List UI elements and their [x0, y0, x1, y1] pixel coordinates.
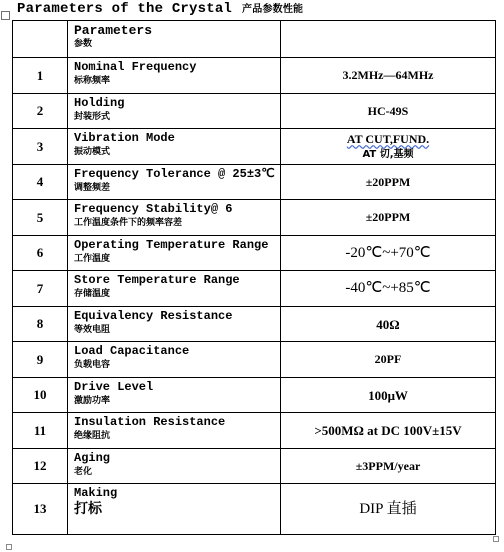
row-param	[68, 271, 281, 307]
row-number: 4	[13, 165, 68, 200]
row-param-en: Frequency Stability@ 6	[74, 202, 233, 216]
row-param-zh: 负载电容	[74, 360, 111, 370]
row-param-zh: 封装形式	[74, 112, 111, 122]
table-row	[13, 378, 496, 413]
row-number: 6	[13, 236, 68, 271]
row-param-en: Vibration Mode	[74, 131, 175, 145]
row-param	[68, 94, 281, 129]
row-value: 40Ω	[281, 307, 496, 342]
row-value: -20℃~+70℃	[281, 236, 496, 271]
row-value: DIP 直插	[281, 484, 496, 535]
row-value: -40℃~+85℃	[281, 271, 496, 307]
page-title	[17, 0, 303, 17]
row-param-zh: 工作温度	[74, 254, 111, 264]
table-row	[13, 342, 496, 378]
page-title-en: Parameters of the Crystal	[17, 1, 233, 17]
row-value: 100μW	[281, 378, 496, 413]
parameters-table	[12, 20, 496, 535]
row-number: 10	[13, 378, 68, 413]
row-value: ±20PPM	[281, 200, 496, 236]
header-label-zh: 参数	[74, 39, 93, 49]
row-param-en: Load Capacitance	[74, 344, 190, 358]
row-param	[68, 165, 281, 200]
row-number: 12	[13, 449, 68, 484]
row-value: >500MΩ at DC 100V±15V	[281, 413, 496, 449]
row-number: 2	[13, 94, 68, 129]
row-param-zh: 激励功率	[74, 396, 111, 406]
row-param-zh: 老化	[74, 467, 93, 477]
table-row	[13, 58, 496, 94]
row-value-main: AT CUT,FUND.	[346, 131, 430, 146]
table-row	[13, 307, 496, 342]
row-number: 7	[13, 271, 68, 307]
row-param-zh: 等效电阻	[74, 325, 111, 335]
row-value: ±20PPM	[281, 165, 496, 200]
row-param-en: Drive Level	[74, 380, 154, 394]
row-number: 8	[13, 307, 68, 342]
row-value	[281, 129, 496, 165]
table-resize-handle-icon[interactable]	[493, 536, 499, 542]
header-param-cell	[68, 21, 281, 58]
row-value: 20PF	[281, 342, 496, 378]
table-row	[13, 129, 496, 165]
row-value-sub: AT 切,基频	[362, 148, 414, 160]
table-row	[13, 449, 496, 484]
table-move-handle-icon[interactable]	[1, 11, 10, 20]
row-param-en: Holding	[74, 96, 125, 110]
row-number: 5	[13, 200, 68, 236]
paragraph-end-mark-icon	[6, 544, 12, 550]
row-param-zh: 调整频差	[74, 183, 111, 193]
table-row	[13, 271, 496, 307]
row-param-zh: 打标	[74, 501, 102, 517]
row-param	[68, 342, 281, 378]
row-value: ±3PPM/year	[281, 449, 496, 484]
row-param	[68, 58, 281, 94]
row-param	[68, 413, 281, 449]
row-param-en: Making	[74, 486, 118, 500]
page-title-zh: 产品参数性能	[242, 4, 304, 15]
row-param-zh: 标称频率	[74, 76, 111, 86]
header-value-cell	[281, 21, 496, 58]
table-row	[13, 484, 496, 535]
table-row	[13, 165, 496, 200]
row-number: 9	[13, 342, 68, 378]
row-param-en: Store Temperature Range	[74, 273, 240, 287]
row-number: 3	[13, 129, 68, 165]
row-param-en: Frequency Tolerance @ 25±3℃	[74, 167, 275, 181]
row-param	[68, 236, 281, 271]
row-value: 3.2MHz—64MHz	[281, 58, 496, 94]
table-row	[13, 200, 496, 236]
table-row	[13, 413, 496, 449]
row-param	[68, 449, 281, 484]
header-label-en: Parameters	[74, 23, 153, 38]
row-param	[68, 378, 281, 413]
row-param	[68, 307, 281, 342]
row-param-en: Nominal Frequency	[74, 60, 197, 74]
row-param	[68, 484, 281, 535]
row-param-zh: 工作温度条件下的频率容差	[74, 218, 183, 228]
header-num-cell	[13, 21, 68, 58]
row-number: 1	[13, 58, 68, 94]
table-row	[13, 236, 496, 271]
table-header-row	[13, 21, 496, 58]
row-param-en: Insulation Resistance	[74, 415, 226, 429]
row-param-en: Equivalency Resistance	[74, 309, 233, 323]
row-param-en: Operating Temperature Range	[74, 238, 269, 252]
table-row	[13, 94, 496, 129]
row-param	[68, 129, 281, 165]
row-param-zh: 绝缘阻抗	[74, 431, 111, 441]
row-param-zh: 振动模式	[74, 147, 111, 157]
row-param-zh: 存储温度	[74, 289, 111, 299]
row-number: 11	[13, 413, 68, 449]
row-param-en: Aging	[74, 451, 111, 465]
row-param	[68, 200, 281, 236]
row-value: HC-49S	[281, 94, 496, 129]
row-number: 13	[13, 484, 68, 535]
